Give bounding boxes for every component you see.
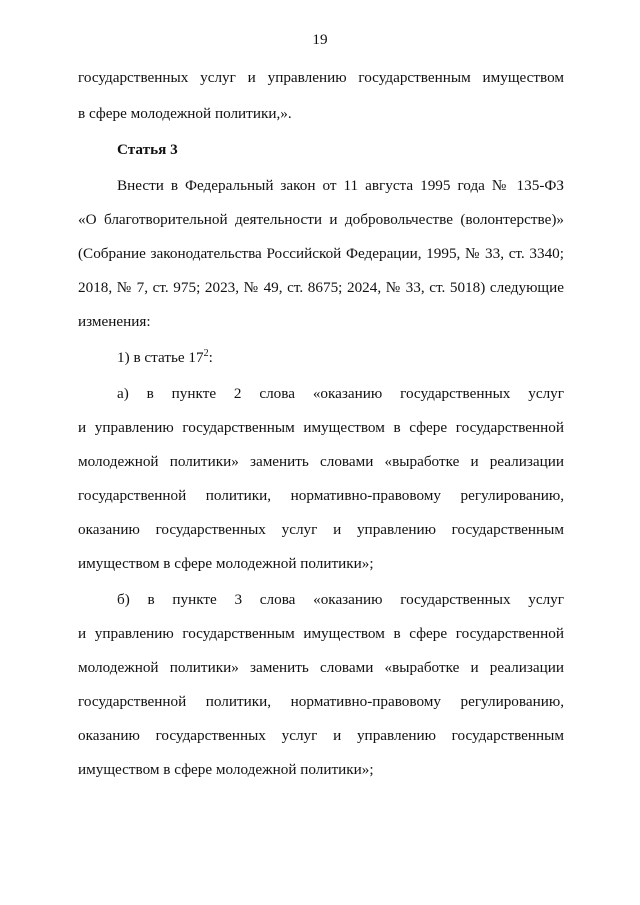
subitem-a-line: имуществом в сфере молодежной политики»; [78,555,374,572]
subitem-a-line: а) в пункте 2 слова «оказанию государственных услуг [117,385,564,402]
item-1-superscript: 2 [203,347,209,359]
subitem-b-line: оказанию государственных услуг и управлению государственным [78,727,564,744]
subitem-a-line: молодежной политики» заменить словами «выработке и реализации [78,453,564,470]
article-heading: Статья 3 [117,141,178,158]
paragraph-line: Внести в Федеральный закон от 11 августа 1995 года № 135-ФЗ [117,177,564,194]
intro-line-1: государственных услуг и управлению государственным имуществом [78,69,564,86]
subitem-a-line: оказанию государственных услуг и управлению государственным [78,521,564,538]
subitem-a-line: государственной политики, нормативно-правовому регулированию, [78,487,564,504]
subitem-b-line: б) в пункте 3 слова «оказанию государственных услуг [117,591,564,608]
paragraph-line: (Собрание законодательства Российской Федерации, 1995, № 33, ст. 3340; [78,245,564,262]
item-1-prefix: 1) в статье 17 [117,349,204,366]
subitem-b-line: государственной политики, нормативно-правовому регулированию, [78,693,564,710]
intro-line-2: в сфере молодежной политики,». [78,105,292,122]
subitem-b-line: и управлению государственным имуществом в сфере государственной [78,625,564,642]
item-1 [117,348,564,368]
subitem-b-line: молодежной политики» заменить словами «выработке и реализации [78,659,564,676]
paragraph-line: «О благотворительной деятельности и добровольчестве (волонтерстве)» [78,211,564,228]
page-number: 19 [312,31,328,48]
subitem-b-line: имуществом в сфере молодежной политики»; [78,761,374,778]
paragraph-line: изменения: [78,313,151,330]
item-1-suffix: : [208,349,213,366]
subitem-a-line: и управлению государственным имуществом в сфере государственной [78,419,564,436]
paragraph-line: 2018, № 7, ст. 975; 2023, № 49, ст. 8675; 2024, № 33, ст. 5018) следующие [78,279,564,296]
